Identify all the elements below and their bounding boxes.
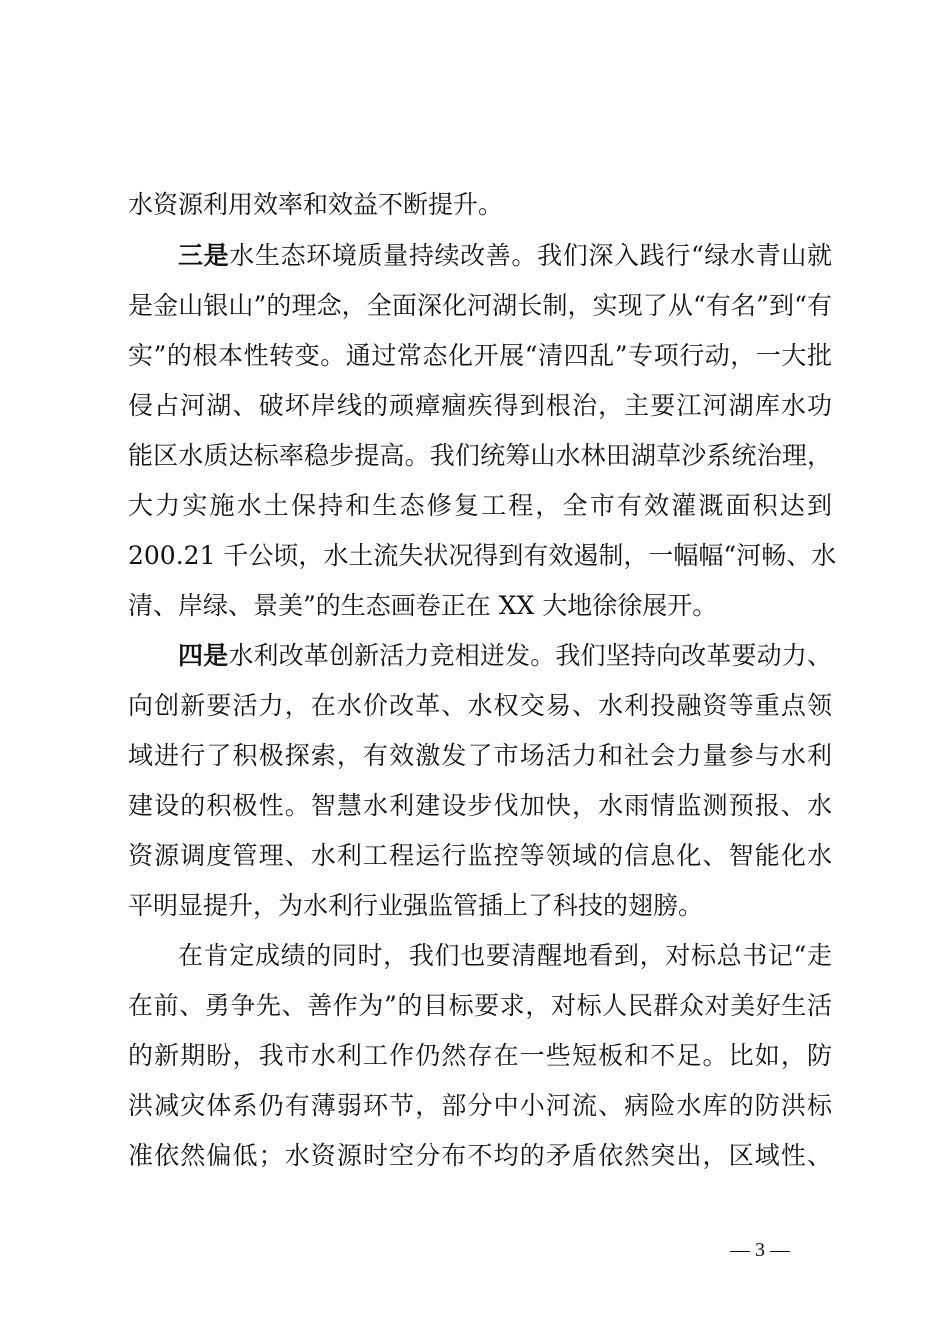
paragraph-first-line [178,640,832,672]
text-line: 在前、勇争先、善作为”的目标要求，对标人民群众对美好生活 [128,991,832,1020]
text-line: 洪减灾体系仍有薄弱环节，部分中小河流、病险水库的防洪标 [128,1091,832,1120]
text-line: 建设的积极性。智慧水利建设步伐加快，水雨情监测预报、水 [128,791,832,820]
text-line: 侵占河湖、破坏岸线的顽瘴痼疾得到根治，主要江河湖库水功 [128,391,832,420]
page-number: — 3 — [730,1239,790,1261]
text-line: 平明显提升，为水利行业强监管插上了科技的翅膀。 [128,891,704,920]
text-line: 的新期盼，我市水利工作仍然存在一些短板和不足。比如，防 [128,1041,832,1070]
text-span: 水利改革创新活力竞相迸发。我们坚持向改革要动力、 [228,641,832,670]
bold-lead-in: 四是 [178,641,229,670]
text-line: 清、岸绿、景美”的生态画卷正在 XX 大地徐徐展开。 [128,591,718,620]
text-line: 域进行了积极探索，有效激发了市场活力和社会力量参与水利 [128,741,832,770]
paragraph-first-line [178,240,832,272]
text-span: 水生态环境质量持续改善。我们深入践行“绿水青山就 [229,241,832,270]
text-line: 大力实施水土保持和生态修复工程，全市有效灌溉面积达到 [128,491,832,520]
text-line: 200.21 千公顷，水土流失状况得到有效遏制，一幅幅“河畅、水 [128,541,837,570]
paragraph-first-line: 在肯定成绩的同时，我们也要清醒地看到，对标总书记“走 [178,941,832,970]
text-line: 资源调度管理、水利工程运行监控等领域的信息化、智能化水 [128,841,832,870]
text-line: 能区水质达标率稳步提高。我们统筹山水林田湖草沙系统治理， [128,441,832,470]
text-line: 水资源利用效率和效益不断提升。 [128,190,504,219]
text-line: 向创新要活力，在水价改革、水权交易、水利投融资等重点领 [128,691,832,720]
text-line: 准依然偏低；水资源时空分布不均的矛盾依然突出，区域性、 [128,1141,832,1170]
text-line: 实”的根本性转变。通过常态化开展“清四乱”专项行动，一大批 [128,341,832,370]
bold-lead-in: 三是 [178,241,230,270]
text-line: 是金山银山”的理念，全面深化河湖长制，实现了从“有名”到“有 [128,291,832,320]
